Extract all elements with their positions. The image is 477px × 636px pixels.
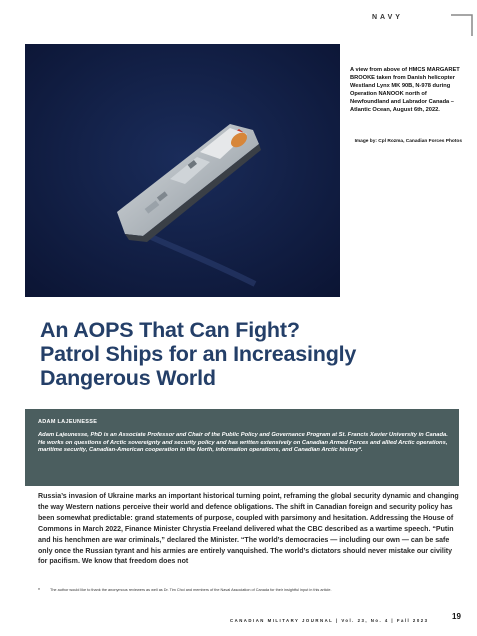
page-number: 19	[452, 612, 461, 621]
author-bio: Adam Lajeunesse, PhD is an Associate Professor and Chair of the Public Policy and Governance Program at St. Francis Xavier University in Canada. He works on questions of Arctic sovereignty and security policy and has written extensively on Canadian Armed Forces and allied Arctic operations, maritime security, Canadian-American cooperation in the North, information operations, and Canadian Arctic history*.	[38, 432, 448, 454]
article-title	[40, 318, 460, 390]
footer-journal: CANADIAN MILITARY JOURNAL | Vol. 23, No. 4 | Fall 2023	[230, 618, 429, 623]
ship-photo	[25, 44, 340, 297]
author-name: ADAM LAJEUNESSE	[38, 419, 98, 425]
article-body: Russia’s invasion of Ukraine marks an important historical turning point, reframing the global security dynamic and changing the way Western nations perceive their world and defence obligations. The shift in Canadian foreign and security policy has been somewhat predictable: grand statements of purpose, coupled with parsimony and hesitation. Addressing the House of Commons in March 2022, Finance Minister Chrystia Freeland delivered what the CBC described as a wartime speech. “Putin and his henchmen are war criminals,” declared the Minister. “The world’s democracies — including our own — can be safe only once the Russian tyrant and his armies are entirely vanquished. The world’s dictators should never mistake our civility for pacifism. We know that freedom does not	[38, 493, 459, 566]
section-label: NAVY	[372, 14, 403, 21]
title-line-2: Patrol Ships for an Increasingly	[40, 342, 357, 366]
photo-credit: Image by: Cpl Rozma, Canadian Forces Photos	[354, 139, 462, 144]
photo-caption: A view from above of HMCS MARGARET BROOKE taken from Danish helicopter Westland Lynx MK 90B, N-978 during Operation NANOOK north of Newfoundland and Labrador Canada – Atlantic Ocean, August 6th, 2022.	[350, 67, 460, 113]
footnote: The author would like to thank the anonymous reviewers as well as Dr. Tim Choi and members of the Naval Association of Canada for their insightful input in this article.	[50, 588, 332, 592]
title-line-1: An AOPS That Can Fight?	[40, 318, 300, 342]
footnote-mark: *	[38, 588, 40, 594]
corner-mark-icon	[451, 14, 473, 36]
title-line-3: Dangerous World	[40, 366, 216, 390]
